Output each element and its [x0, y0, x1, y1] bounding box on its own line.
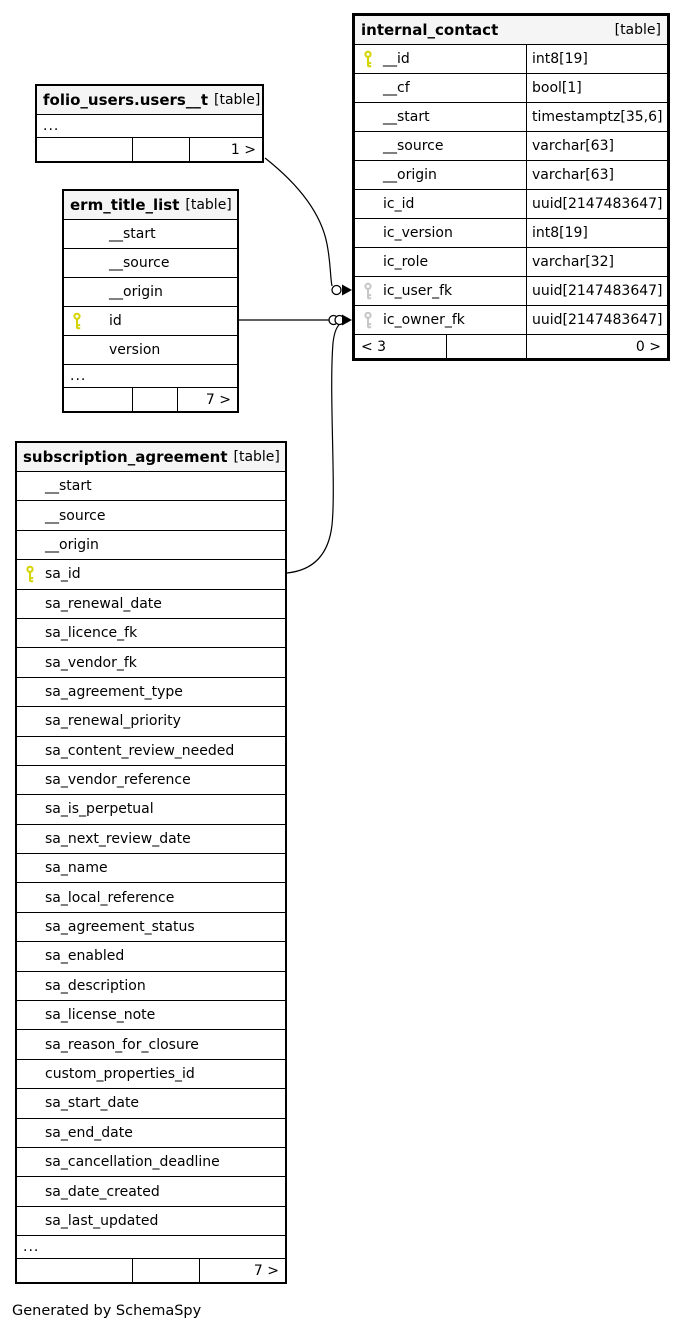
column-row [355, 305, 667, 334]
column-name-cell [64, 278, 237, 306]
column-type: int8[19] [532, 225, 588, 241]
table-title: subscription_agreement [23, 448, 228, 466]
column-name: __start [45, 478, 92, 495]
column-name-cell [17, 913, 285, 941]
column-row [17, 941, 285, 970]
column-name: sa_is_perpetual [45, 801, 154, 818]
column-name-cell [17, 942, 285, 970]
column-name-cell [355, 306, 527, 334]
column-row [17, 1118, 285, 1147]
footer-spacer [133, 1259, 200, 1282]
primary-key-icon [363, 51, 373, 68]
column-name: sa_name [45, 860, 108, 877]
column-row [17, 912, 285, 941]
column-name-cell [64, 307, 237, 335]
column-row [17, 530, 285, 559]
column-row [17, 1059, 285, 1088]
column-name: custom_properties_id [45, 1066, 195, 1082]
relationship-curve-folio-to-ic-user-fk [265, 158, 332, 286]
column-name-cell [17, 883, 285, 911]
column-name-cell [355, 161, 527, 189]
column-row [355, 218, 667, 247]
table-type-tag: [table] [214, 92, 261, 108]
column-name: __origin [109, 284, 163, 300]
table-header-subscription-agreement[interactable] [17, 443, 285, 471]
column-name: sa_renewal_priority [45, 713, 181, 730]
column-row [17, 853, 285, 882]
table-type-tag: [table] [233, 449, 280, 465]
column-name: sa_description [45, 977, 146, 994]
column-name-cell [355, 132, 527, 160]
table-header-erm-title-list[interactable] [64, 191, 237, 219]
column-row [17, 1176, 285, 1205]
column-name-cell [64, 249, 237, 277]
column-row [64, 219, 237, 248]
column-name: sa_licence_fk [45, 625, 138, 642]
relationship-curve-subscription-to-ic-owner-fk [287, 325, 339, 573]
column-row [355, 160, 667, 189]
footer-spacer [133, 138, 190, 161]
column-name-cell [355, 248, 527, 276]
table-header-internal-contact[interactable] [355, 16, 667, 44]
columns-ellipsis: ... [17, 1235, 285, 1258]
column-name-cell [17, 766, 285, 794]
column-name-cell [355, 45, 527, 73]
incoming-degree [17, 1259, 133, 1282]
column-name: __origin [383, 167, 437, 183]
foreign-key-icon [363, 283, 373, 300]
column-type: int8[19] [532, 51, 588, 67]
column-name-cell [17, 472, 285, 500]
column-name-cell [355, 219, 527, 247]
outgoing-degree[interactable]: 7 > [253, 1262, 279, 1279]
column-name-cell [17, 590, 285, 618]
column-row [17, 765, 285, 794]
column-name: sa_renewal_date [45, 595, 162, 612]
column-name-cell [355, 103, 527, 131]
table-title: erm_title_list [70, 196, 180, 214]
table-internal-contact [352, 13, 670, 361]
column-name: sa_cancellation_deadline [45, 1154, 220, 1171]
column-row [17, 559, 285, 588]
generator-credit: Generated by SchemaSpy [12, 1303, 202, 1319]
column-row [17, 500, 285, 529]
column-name: sa_vendor_fk [45, 654, 137, 671]
column-name: __source [109, 255, 170, 271]
column-row [17, 1147, 285, 1176]
column-name-cell [17, 854, 285, 882]
column-row [17, 971, 285, 1000]
column-name: ic_role [383, 254, 429, 270]
column-name: __origin [45, 536, 99, 553]
column-name-cell [355, 74, 527, 102]
zero-cardinality-circle [332, 286, 341, 295]
column-row [355, 44, 667, 73]
primary-key-icon [25, 566, 35, 583]
column-row [17, 706, 285, 735]
columns-ellipsis: ... [64, 364, 237, 387]
column-name: __source [383, 138, 444, 154]
column-name-cell [17, 1001, 285, 1029]
column-name: sa_local_reference [45, 889, 175, 906]
column-name-cell [17, 737, 285, 765]
column-type: varchar[32] [532, 254, 614, 270]
column-row [355, 276, 667, 305]
column-name: sa_date_created [45, 1183, 160, 1200]
table-type-tag: [table] [614, 22, 661, 38]
column-name: version [109, 342, 161, 358]
column-name: sa_vendor_reference [45, 772, 191, 789]
column-name: __cf [383, 80, 410, 96]
column-name: __source [45, 507, 106, 524]
column-name: sa_agreement_type [45, 683, 183, 700]
column-name-cell [17, 678, 285, 706]
column-name: sa_end_date [45, 1124, 133, 1141]
column-name: ic_user_fk [383, 283, 453, 299]
column-row [17, 1000, 285, 1029]
arrowhead-ic-owner-fk [342, 315, 352, 326]
column-row [64, 335, 237, 364]
column-name: sa_id [45, 566, 81, 583]
column-name-cell [17, 560, 285, 588]
column-type: uuid[2147483647] [532, 283, 663, 299]
table-footer [355, 334, 667, 358]
column-row [355, 102, 667, 131]
column-name-cell [17, 1177, 285, 1205]
column-row [17, 677, 285, 706]
column-name: ic_id [383, 196, 415, 212]
outgoing-degree[interactable]: 1 > [230, 141, 256, 158]
table-type-tag: [table] [185, 197, 232, 213]
foreign-key-icon [363, 312, 373, 329]
column-row [64, 248, 237, 277]
column-row [355, 131, 667, 160]
column-name-cell [17, 1089, 285, 1117]
footer-spacer [133, 388, 178, 411]
column-name: ic_version [383, 225, 453, 241]
column-row [17, 647, 285, 676]
column-name-cell [17, 1119, 285, 1147]
column-row [355, 73, 667, 102]
table-subscription-agreement [15, 441, 287, 1284]
column-name-cell [17, 972, 285, 1000]
column-name: __start [109, 226, 156, 242]
column-row [64, 306, 237, 335]
incoming-degree [37, 138, 133, 161]
column-name: sa_start_date [45, 1095, 140, 1112]
column-name: sa_enabled [45, 948, 125, 965]
column-name-cell [17, 501, 285, 529]
column-row [355, 189, 667, 218]
column-type: varchar[63] [532, 167, 614, 183]
column-name-cell [17, 825, 285, 853]
column-name: sa_agreement_status [45, 919, 195, 936]
column-name-cell [17, 648, 285, 676]
column-row [17, 736, 285, 765]
table-folio-users-users-t [35, 84, 264, 163]
column-name-cell [17, 1207, 285, 1235]
column-row [17, 1088, 285, 1117]
column-row [355, 247, 667, 276]
incoming-degree[interactable]: < 3 [355, 335, 447, 358]
column-type: bool[1] [532, 80, 582, 96]
column-name: sa_content_review_needed [45, 742, 235, 759]
column-name-cell [64, 220, 237, 248]
column-name-cell [17, 1030, 285, 1058]
table-footer [37, 137, 262, 161]
primary-key-icon [72, 313, 82, 330]
column-row [17, 794, 285, 823]
column-name-cell [355, 190, 527, 218]
column-type: timestamptz[35,6] [532, 109, 663, 125]
column-name-cell [17, 531, 285, 559]
table-title: internal_contact [361, 21, 499, 39]
outgoing-degree[interactable]: 7 > [205, 391, 231, 408]
column-name: ic_owner_fk [383, 312, 465, 328]
outgoing-degree[interactable]: 0 > [635, 338, 661, 355]
table-title: folio_users.users__t [43, 91, 208, 109]
column-row [17, 1206, 285, 1235]
column-name: sa_reason_for_closure [45, 1036, 199, 1053]
table-footer [64, 387, 237, 411]
column-name: sa_last_updated [45, 1212, 159, 1229]
table-erm-title-list [62, 189, 239, 413]
column-name-cell [17, 1148, 285, 1176]
table-footer [17, 1258, 285, 1282]
column-name: sa_next_review_date [45, 830, 191, 847]
column-name-cell [17, 707, 285, 735]
column-name-cell [17, 619, 285, 647]
column-row [17, 882, 285, 911]
column-name: __start [383, 109, 430, 125]
column-name: sa_license_note [45, 1007, 156, 1024]
incoming-degree [64, 388, 133, 411]
column-row [17, 589, 285, 618]
column-row [17, 618, 285, 647]
column-row [17, 1029, 285, 1058]
column-name: id [109, 313, 122, 329]
column-type: varchar[63] [532, 138, 614, 154]
footer-spacer [447, 335, 527, 358]
column-name-cell [17, 1060, 285, 1088]
column-name-cell [355, 277, 527, 305]
column-row [64, 277, 237, 306]
table-header-folio-users[interactable] [37, 86, 262, 114]
column-type: uuid[2147483647] [532, 312, 663, 328]
column-name: __id [383, 51, 410, 67]
column-name-cell [64, 336, 237, 364]
column-type: uuid[2147483647] [532, 196, 663, 212]
column-name-cell [17, 795, 285, 823]
column-row [17, 824, 285, 853]
column-row [17, 471, 285, 500]
columns-ellipsis: ... [37, 114, 262, 137]
arrowhead-ic-user-fk [342, 285, 352, 296]
